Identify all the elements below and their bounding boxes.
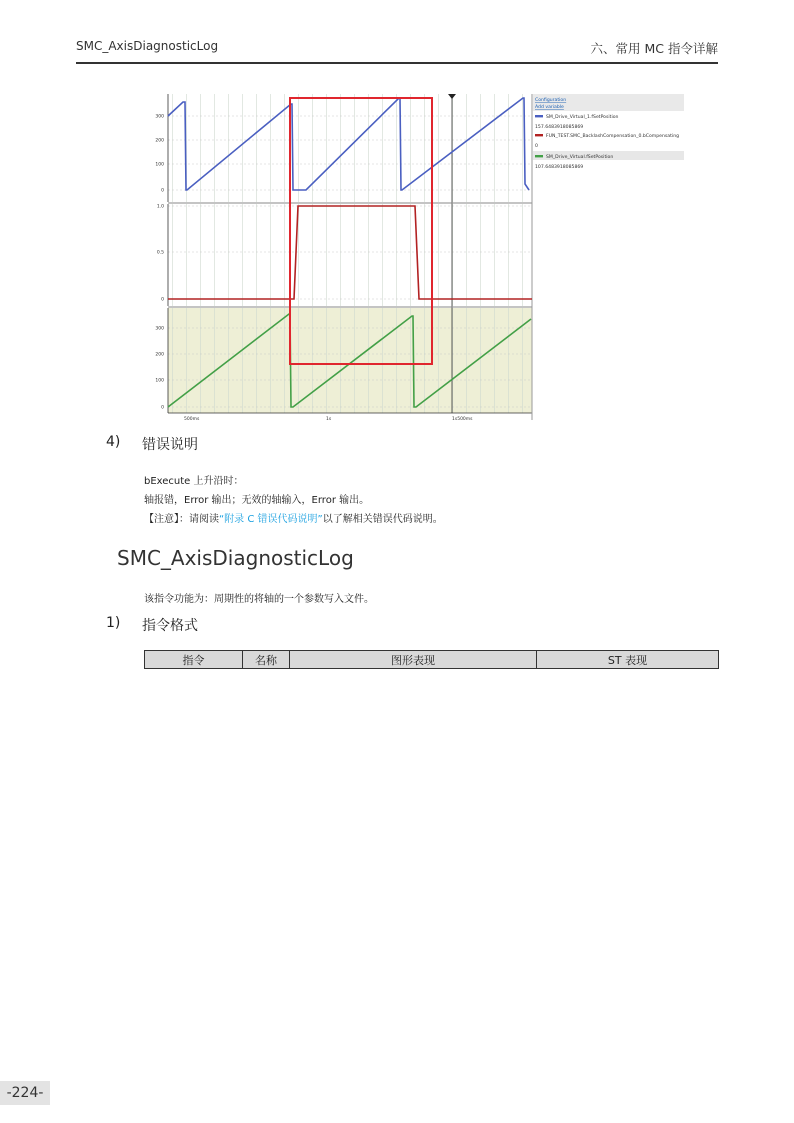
error-note [144,510,443,525]
header-chapter-title: 六、常用 MC 指令详解 [590,41,718,56]
legend-item-1-name: SM_Drive_Virtual_1.fSetPosition [546,115,619,120]
legend-item-2-name: FUN_TEST.SMC_BacklashCompensation_0.bCompensating [546,134,680,139]
top-tick-300: 300 [155,114,164,120]
top-tick-100: 100 [155,162,164,168]
bottom-tick-100: 100 [155,378,164,384]
legend-item-2-value: 0 [535,144,538,149]
legend-item-1-value: 157.6483918085869 [535,125,584,130]
error-line-2: 轴报错，Error 输出；无效的轴输入，Error 输出。 [144,495,370,506]
mid-tick-1: 1.0 [156,204,164,210]
section-4-title: 错误说明 [142,437,198,453]
header-rule [76,62,718,64]
format-table [144,650,719,669]
legend-swatch-blue [535,115,543,117]
format-table-header-row [145,651,719,669]
error-line-1: bExecute 上升沿时： [144,476,244,487]
col-instruction: 指令 [145,651,243,669]
time-tick-500ms: 500ms [184,417,200,420]
bottom-tick-0: 0 [161,405,164,411]
configuration-link[interactable]: Configuration [535,98,567,103]
add-variable-link[interactable]: Add variable [535,105,564,110]
bottom-tick-200: 200 [155,352,164,358]
top-tick-200: 200 [155,138,164,144]
time-tick-1s: 1s [326,417,332,420]
trace-screenshot [144,94,684,420]
section-1-number: 1) [106,615,121,631]
mid-tick-0: 0 [161,297,164,303]
page-number: -224- [0,1081,50,1105]
legend-swatch-red [535,134,543,136]
section-4-number: 4) [106,434,121,450]
time-tick-1s500ms: 1s500ms [452,417,473,420]
col-name: 名称 [243,651,290,669]
appendix-c-link[interactable]: “附录 C 错误代码说明” [219,514,323,525]
bottom-tick-300: 300 [155,326,164,332]
col-st: ST 表现 [537,651,719,669]
instruction-intro: 该指令功能为：周期性的将轴的一个参数写入文件。 [144,594,374,605]
mid-tick-0.5: 0.5 [156,250,164,256]
col-graphic: 图形表现 [290,651,537,669]
section-1-title: 指令格式 [142,618,198,634]
top-tick-0: 0 [161,188,164,194]
header-doc-title: SMC_AxisDiagnosticLog [76,39,219,53]
legend-swatch-green [535,155,543,157]
legend-item-3-name: SM_Drive_Virtual.fSetPosition [546,155,614,160]
error-note-suffix: 以了解相关错误代码说明。 [322,514,443,525]
error-note-prefix: 【注意】：请阅读 [144,514,219,525]
legend-item-3-value: 107.6483918085869 [535,165,584,170]
instruction-title: SMC_AxisDiagnosticLog [117,546,354,570]
